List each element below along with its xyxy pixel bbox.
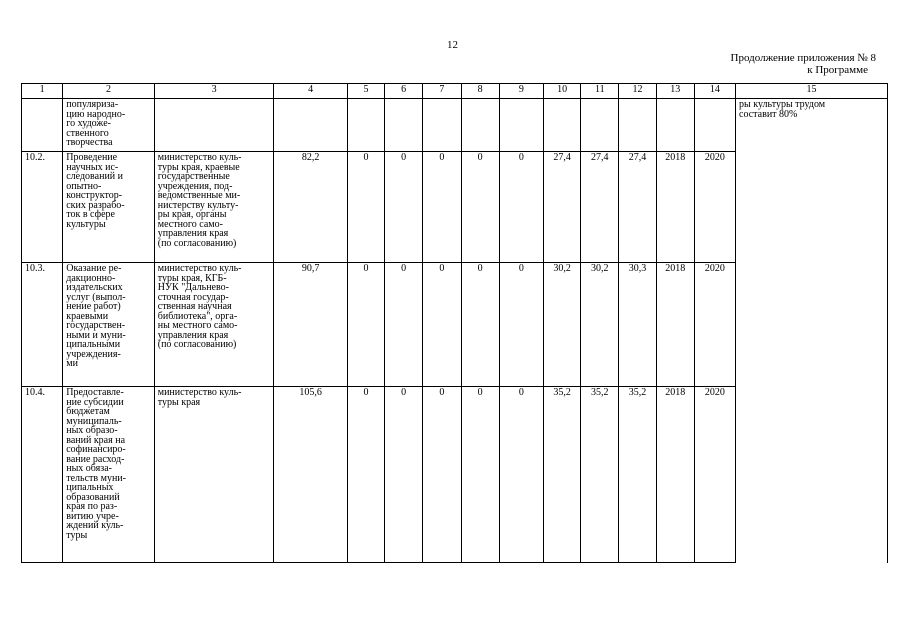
value-cell: 35,2	[581, 387, 619, 563]
column-header: 1	[22, 84, 63, 99]
table-cell	[499, 99, 543, 152]
value-cell: 30,3	[619, 263, 656, 387]
column-header: 11	[581, 84, 619, 99]
column-header: 7	[423, 84, 461, 99]
column-header: 12	[619, 84, 656, 99]
column-header: 14	[694, 84, 735, 99]
table-cell	[656, 99, 694, 152]
column-header: 3	[154, 84, 274, 99]
value-cell: 35,2	[543, 387, 580, 563]
table-cell	[385, 99, 423, 152]
value-cell: 35,2	[619, 387, 656, 563]
appendix-subtitle: к Программе	[807, 64, 868, 76]
activity-name: Проведение научных ис- следований и опытно- конструктор- ских разрабо- ток в сфере культуры	[63, 152, 155, 263]
value-cell: 30,2	[543, 263, 580, 387]
value-cell: 0	[385, 387, 423, 563]
value-cell: 0	[461, 263, 499, 387]
continuation-name: популяриза- цию народно- го художе- ственного творчества	[63, 99, 155, 152]
value-cell: 30,2	[581, 263, 619, 387]
row-number: 10.4.	[22, 387, 63, 563]
activity-name: Предоставле- ние субсидии бюджетам муниципаль- ных образо- ваний края на софинансиро- вание расход- ных обяза- тельств муни- ципальных образований края по раз- витию учре- ждений куль- туры	[63, 387, 155, 563]
activity-name: Оказание ре- дакционно- издательских услуг (выпол- нение работ) краевыми государствен- ными и муни- ципальными учреждения- ми	[63, 263, 155, 387]
column-header: 13	[656, 84, 694, 99]
value-cell: 0	[499, 263, 543, 387]
table-cell	[347, 99, 384, 152]
program-table	[21, 83, 888, 563]
value-cell: 0	[347, 263, 384, 387]
total-amount: 90,7	[274, 263, 347, 387]
column-header: 9	[499, 84, 543, 99]
continuation-row	[22, 99, 888, 152]
table-cell	[274, 99, 347, 152]
value-cell: 27,4	[619, 152, 656, 263]
row-number: 10.3.	[22, 263, 63, 387]
total-amount: 82,2	[274, 152, 347, 263]
value-cell: 0	[423, 263, 461, 387]
table-cell	[543, 99, 580, 152]
end-year: 2020	[694, 152, 735, 263]
value-cell: 0	[423, 152, 461, 263]
executor: министерство куль- туры края, КГБ- НУК "Дальнево- сточная государ- ственная научная библиотека", орга- ны местного само- управления края (по согласованию)	[154, 263, 274, 387]
page-number: 12	[447, 39, 458, 51]
value-cell: 0	[385, 152, 423, 263]
table-cell	[619, 99, 656, 152]
executor: министерство куль- туры края, краевые государственные учреждения, под- ведомственные ми- нистерству культу- ры края, органы местного само- управления края (по согласованию)	[154, 152, 274, 263]
column-header: 2	[63, 84, 155, 99]
value-cell: 27,4	[581, 152, 619, 263]
value-cell: 0	[499, 387, 543, 563]
value-cell: 0	[347, 387, 384, 563]
column-header: 15	[736, 84, 888, 99]
table-cell	[22, 99, 63, 152]
value-cell: 0	[385, 263, 423, 387]
value-cell: 0	[461, 387, 499, 563]
column-header: 10	[543, 84, 580, 99]
table-cell	[694, 99, 735, 152]
appendix-title: Продолжение приложения № 8	[730, 52, 876, 64]
table-cell	[581, 99, 619, 152]
column-header: 6	[385, 84, 423, 99]
total-amount: 105,6	[274, 387, 347, 563]
value-cell: 0	[423, 387, 461, 563]
table-cell	[154, 99, 274, 152]
column-header: 5	[347, 84, 384, 99]
start-year: 2018	[656, 152, 694, 263]
executor: министерство куль- туры края	[154, 387, 274, 563]
column-number-row	[22, 84, 888, 99]
value-cell: 0	[461, 152, 499, 263]
row-number: 10.2.	[22, 152, 63, 263]
value-cell: 0	[499, 152, 543, 263]
column-header: 4	[274, 84, 347, 99]
column-header: 8	[461, 84, 499, 99]
end-year: 2020	[694, 387, 735, 563]
start-year: 2018	[656, 263, 694, 387]
value-cell: 27,4	[543, 152, 580, 263]
table-cell	[423, 99, 461, 152]
result-indicator: ры культуры трудом составит 80%	[736, 99, 888, 563]
table-cell	[461, 99, 499, 152]
start-year: 2018	[656, 387, 694, 563]
end-year: 2020	[694, 263, 735, 387]
value-cell: 0	[347, 152, 384, 263]
